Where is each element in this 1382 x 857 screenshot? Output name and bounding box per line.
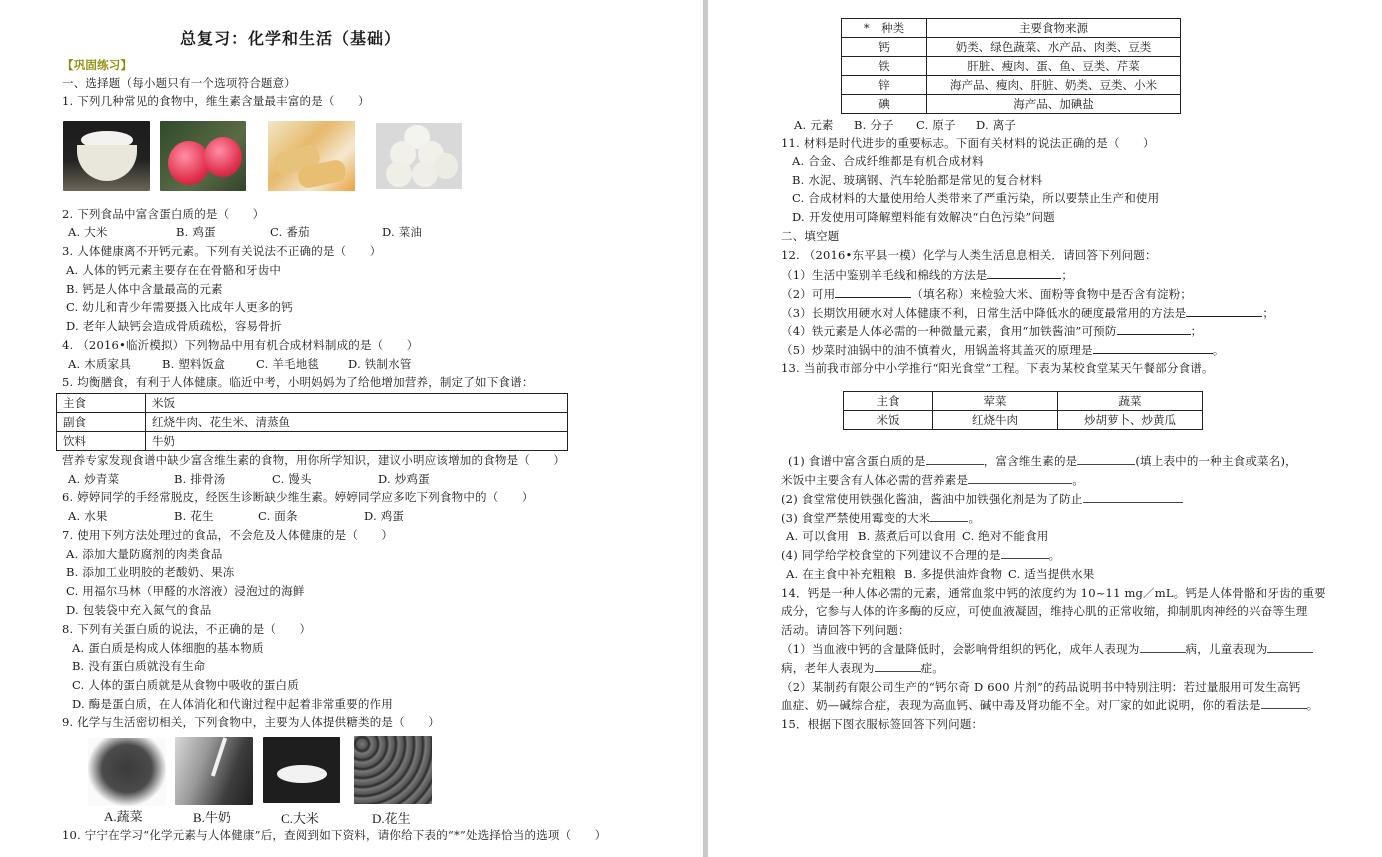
- q12-item-5-text: （5）炒菜时油锅中的油不慎着火，用锅盖将其盖灭的原理是: [781, 343, 1093, 357]
- q10-option-a: A. 元素: [794, 118, 834, 132]
- table-row: [57, 432, 568, 451]
- q2-option-a: A. 大米: [68, 225, 108, 239]
- q10-stem: 10. 宁宁在学习“化学元素与人体健康”后，查阅到如下资料，请你给下表的“*”处选择恰当的选项（ ）: [62, 828, 607, 842]
- q13-p3-text: (3) 食堂严禁使用霉变的大米: [781, 511, 931, 525]
- table-cell: 海产品、加碘盐: [927, 95, 1181, 114]
- q10-element-table: [841, 18, 1181, 114]
- q13-p3-option-a: A. 可以食用: [786, 529, 850, 543]
- q5-option-c: C. 馒头: [272, 472, 312, 486]
- q13-p4-end: 。: [1048, 548, 1061, 562]
- table-cell: 红烧牛肉: [933, 411, 1058, 430]
- q13-blank-rice[interactable]: [930, 510, 968, 522]
- table-cell: 肝脏、瘦肉、蛋、鱼、豆类、芹菜: [927, 57, 1181, 76]
- q2-option-d: D. 菜油: [382, 225, 423, 239]
- q13-p4-text: (4) 同学给学校食堂的下列建议不合理的是: [781, 548, 1001, 562]
- table-cell: 米饭: [146, 394, 568, 413]
- q8-stem: 8. 下列有关蛋白质的说法，不正确的是（ ）: [62, 622, 312, 636]
- q3-stem: 3. 人体健康离不开钙元素。下列有关说法不正确的是（ ）: [62, 244, 382, 258]
- q2-option-b: B. 鸡蛋: [176, 225, 216, 239]
- table-header-cell: 主要食物来源: [927, 19, 1181, 38]
- table-cell: 红烧牛肉、花生米、清蒸鱼: [146, 413, 568, 432]
- q14-p1-end: 症。: [920, 661, 945, 675]
- q4-stem: 4. （2016•临沂模拟）下列物品中用有机合成材料制成的是（ ）: [62, 338, 419, 352]
- rice-bowl-image: [63, 121, 150, 191]
- q7-option-a: A. 添加大量防腐剂的肉类食品: [66, 547, 223, 561]
- q13-part3: [781, 510, 980, 526]
- q13-blank-nutrient[interactable]: [968, 472, 1072, 484]
- q1-stem: 1. 下列几种常见的食物中，维生素含量最丰富的是（ ）: [62, 94, 370, 108]
- q14-p2-text: 血症、奶—碱综合症，表现为高血钙、碱中毒及肾功能不全。对厂家的如此说明，你的看法是: [781, 698, 1261, 712]
- q11-option-a: A. 合金、合成纤维都是有机合成材料: [792, 154, 984, 168]
- q10-option-d: D. 离子: [976, 118, 1017, 132]
- q12-item-1: [781, 266, 1073, 283]
- q13-part3-options: [786, 528, 1049, 544]
- q3-option-c: C. 幼儿和青少年需要摄入比成年人更多的钙: [66, 300, 293, 314]
- q12-blank-1[interactable]: [987, 266, 1061, 279]
- q9-caption-a: A.蔬菜: [104, 809, 143, 824]
- q11-option-d: D. 开发使用可降解塑料能有效解决“白色污染”问题: [792, 210, 1055, 224]
- table-header-row: [844, 392, 1203, 411]
- q3-option-d: D. 老年人缺钙会造成骨质疏松，容易骨折: [66, 319, 282, 333]
- q6-option-a: A. 水果: [68, 509, 108, 523]
- q14-line1: 14．钙是一种人体必需的元素，通常血浆中钙的浓度约为 10~11 mg／mL。钙是人体骨骼和牙齿的重要: [781, 586, 1326, 600]
- q8-option-a: A. 蛋白质是构成人体细胞的基本物质: [72, 641, 264, 655]
- egg-rolls-image: [268, 121, 355, 191]
- table-cell: 奶类、绿色蔬菜、水产品、肉类、豆类: [927, 38, 1181, 57]
- q14-blank-adult[interactable]: [1140, 641, 1186, 653]
- q12-item-3: [781, 304, 1274, 321]
- q13-p1-text-c: (填上表中的一种主食或菜名)，: [1135, 454, 1297, 468]
- q9-caption-d: D.花生: [372, 811, 411, 826]
- q12-blank-3[interactable]: [1186, 304, 1262, 317]
- q9-stem: 9. 化学与生活密切相关，下列食物中，主要为人体提供糖类的是（ ）: [62, 715, 440, 729]
- q13-blank-suggestion[interactable]: [1001, 547, 1049, 559]
- section-tag: 【巩固练习】: [62, 58, 133, 72]
- q7-stem: 7. 使用下列方法处理过的食品，不会危及人体健康的是（ ）: [62, 528, 394, 542]
- q13-part1-line2: [781, 472, 1084, 488]
- q5-option-b: B. 排骨汤: [174, 472, 226, 486]
- table-cell: 主食: [57, 394, 146, 413]
- q13-p1-end: 。: [1072, 473, 1084, 487]
- q14-line2: 成分，它参与人体的许多酶的反应，可使血液凝固，维持心肌的正常收缩，抑制肌肉神经的兴奋等生理: [781, 604, 1308, 618]
- q2-option-c: C. 番茄: [270, 225, 310, 239]
- table-cell: 副食: [57, 413, 146, 432]
- q12-item-4-text: （4）铁元素是人体必需的一种微量元素，食用“加铁酱油”可预防: [781, 324, 1117, 338]
- q11-option-b: B. 水泥、玻璃钢、汽车轮胎都是常见的复合材料: [792, 173, 1043, 187]
- q4-option-b: B. 塑料饭盒: [162, 357, 226, 371]
- q2-options: [68, 224, 422, 240]
- q13-p1-text-b: ，富含维生素的是: [983, 454, 1078, 468]
- q10-option-c: C. 原子: [916, 118, 956, 132]
- table-row: [842, 38, 1181, 57]
- peanuts-image: [354, 736, 432, 804]
- q13-part1: [788, 453, 1297, 469]
- q13-blank-protein[interactable]: [926, 453, 984, 465]
- table-row: [842, 57, 1181, 76]
- table-header-row: [842, 19, 1181, 38]
- q12-item-4-end: ；: [1190, 324, 1203, 338]
- q12-item-2-text: （2）可用: [781, 287, 836, 301]
- q11-stem: 11. 材料是时代进步的重要标志。下面有关材料的说法正确的是（ ）: [781, 136, 1155, 150]
- q12-item-1-end: ；: [1061, 268, 1074, 282]
- table-cell: 钙: [842, 38, 927, 57]
- table-header-cell: 蔬菜: [1058, 392, 1203, 411]
- q13-p4-option-b: B. 多提供油炸食物: [904, 567, 1003, 581]
- q5-option-d: D. 炒鸡蛋: [378, 472, 430, 486]
- q5-options: [68, 471, 430, 487]
- q5-stem: 5. 均衡膳食，有利于人体健康。临近中考，小明妈妈为了给他增加营养，制定了如下食谱：: [62, 375, 534, 389]
- table-cell: 铁: [842, 57, 927, 76]
- q5-menu-table: [56, 393, 568, 451]
- q6-stem: 6. 婷婷同学的手经常脱皮，经医生诊断缺少维生素。婷婷同学应多吃下列食物中的（ ）: [62, 490, 534, 504]
- q7-option-c: C. 用福尔马林（甲醛的水溶液）浸泡过的海鲜: [66, 584, 305, 598]
- q13-p3-end: 。: [968, 511, 981, 525]
- q12-item-4: [781, 322, 1202, 339]
- q11-option-c: C. 合成材料的大量使用给人类带来了严重污染，所以要禁止生产和使用: [792, 191, 1160, 205]
- table-header-cell: 荤菜: [933, 392, 1058, 411]
- q14-part1: [781, 641, 1313, 657]
- table-row: [57, 413, 568, 432]
- table-header-cell: 主食: [844, 392, 933, 411]
- table-row: [844, 411, 1203, 430]
- q14-p1-text-c: 病，老年人表现为: [781, 661, 875, 675]
- page-right: [708, 0, 1382, 857]
- q6-option-b: B. 花生: [174, 509, 214, 523]
- q13-blank-prevent[interactable]: [1083, 491, 1183, 503]
- boiled-eggs-image: [376, 123, 462, 189]
- table-header-cell: * 种类: [842, 19, 927, 38]
- q6-option-c: C. 面条: [258, 509, 298, 523]
- q13-p4-option-c: C. 适当提供水果: [1008, 567, 1095, 581]
- q9-caption-c: C.大米: [281, 811, 319, 826]
- rice-image: [263, 737, 340, 803]
- q4-option-c: C. 羊毛地毯: [256, 357, 320, 371]
- q2-stem: 2. 下列食品中富含蛋白质的是（ ）: [62, 207, 265, 221]
- q12-blank-4[interactable]: [1117, 322, 1191, 335]
- q4-options: [68, 356, 412, 372]
- q13-p1-text-d: 米饭中主要含有人体必需的营养素是: [781, 473, 969, 487]
- q14-p1-text-b: 病，儿童表现为: [1185, 642, 1268, 656]
- apples-image: [160, 121, 246, 191]
- q12-blank-5[interactable]: [1093, 341, 1213, 354]
- milk-image: [175, 737, 253, 805]
- q7-option-d: D. 包装袋中充入氮气的食品: [66, 603, 212, 617]
- q14-blank-child[interactable]: [1267, 641, 1313, 653]
- table-row: [57, 394, 568, 413]
- q14-blank-opinion[interactable]: [1261, 697, 1307, 709]
- q13-p3-option-b: B. 蒸煮后可以食用: [858, 529, 957, 543]
- q8-option-d: D. 酶是蛋白质，在人体消化和代谢过程中起着非常重要的作用: [72, 697, 393, 711]
- q14-p1-text: （1）当血液中钙的含量降低时，会影响骨组织的钙化，成年人表现为: [781, 642, 1140, 656]
- q13-p3-option-c: C. 绝对不能食用: [962, 529, 1049, 543]
- q13-part4-options: [786, 566, 1095, 582]
- q10-option-b: B. 分子: [854, 118, 894, 132]
- q12-item-2: [781, 285, 1192, 302]
- table-cell: 炒胡萝卜、炒黄瓜: [1058, 411, 1203, 430]
- q13-part2: [781, 491, 1183, 507]
- part2-heading: 二、填空题: [781, 229, 840, 243]
- q8-option-c: C. 人体的蛋白质就是从食物中吸收的蛋白质: [72, 678, 299, 692]
- table-row: [842, 95, 1181, 114]
- q14-blank-elderly[interactable]: [875, 660, 921, 672]
- q13-p1-text: (1) 食谱中富含蛋白质的是: [788, 454, 926, 468]
- q13-p2-text: (2) 食堂常使用铁强化酱油，酱油中加铁强化剂是为了防止: [781, 492, 1083, 506]
- table-cell: 牛奶: [146, 432, 568, 451]
- q13-p4-option-a: A. 在主食中补充粗粮: [786, 567, 896, 581]
- q15-stem: 15．根据下图衣服标签回答下列问题：: [781, 717, 984, 731]
- table-cell: 锌: [842, 76, 927, 95]
- table-cell: 米饭: [844, 411, 933, 430]
- q4-option-d: D. 铁制水管: [348, 357, 412, 371]
- q14-part2-line2: [781, 697, 1318, 713]
- q13-blank-vitamin[interactable]: [1077, 453, 1135, 465]
- q12-item-5: [781, 341, 1224, 358]
- q14-p2-end: 。: [1306, 698, 1319, 712]
- q6-options: [68, 508, 404, 524]
- page-title: 总复习：化学和生活（基础）: [180, 29, 402, 48]
- table-cell: 碘: [842, 95, 927, 114]
- q12-stem: 12. （2016•东平县一模）化学与人类生活息息相关．请回答下列问题：: [781, 248, 1157, 262]
- q12-item-1-text: （1）生活中鉴别羊毛线和棉线的方法是: [781, 268, 988, 282]
- table-cell: 饮料: [57, 432, 146, 451]
- q4-option-a: A. 木质家具: [68, 357, 132, 371]
- q10-options: [794, 117, 1016, 133]
- q6-option-d: D. 鸡蛋: [364, 509, 405, 523]
- q12-item-2-end: （填名称）来检验大米、面粉等食物中是否含有淀粉；: [911, 287, 1193, 301]
- q9-caption-b: B.牛奶: [193, 810, 231, 825]
- q13-lunch-table: [843, 391, 1203, 430]
- table-row: [842, 76, 1181, 95]
- q13-part4: [781, 547, 1060, 563]
- q12-blank-2[interactable]: [835, 285, 911, 298]
- part1-heading: 一、选择题（每小题只有一个选项符合题意）: [62, 76, 296, 90]
- q7-option-b: B. 添加工业明胶的老酸奶、果冻: [66, 565, 235, 579]
- q12-item-5-end: 。: [1212, 343, 1225, 357]
- vegetables-image: [88, 738, 166, 806]
- q12-item-3-end: ；: [1262, 306, 1275, 320]
- q8-option-b: B. 没有蛋白质就没有生命: [72, 659, 206, 673]
- q3-option-a: A. 人体的钙元素主要存在在骨骼和牙齿中: [66, 263, 282, 277]
- q3-option-b: B. 钙是人体中含量最高的元素: [66, 282, 223, 296]
- q12-item-3-text: （3）长期饮用硬水对人体健康不利，日常生活中降低水的硬度最常用的方法是: [781, 306, 1187, 320]
- q14-part2-line1: （2）某制药有限公司生产的“钙尔奇 D 600 片剂”的药品说明书中特别注明：若过量服用可发生高钙: [781, 680, 1301, 694]
- q13-stem: 13. 当前我市部分中小学推行“阳光食堂”工程。下表为某校食堂某天午餐部分食谱。: [781, 361, 1214, 375]
- q5-question: 营养专家发现食谱中缺少富含维生素的食物，用你所学知识，建议小明应该增加的食物是（ ）: [62, 453, 566, 467]
- q14-part1-line2: [781, 660, 944, 676]
- q5-option-a: A. 炒青菜: [68, 472, 120, 486]
- q14-line3: 活动。请回答下列问题：: [781, 623, 910, 637]
- table-cell: 海产品、瘦肉、肝脏、奶类、豆类、小米: [927, 76, 1181, 95]
